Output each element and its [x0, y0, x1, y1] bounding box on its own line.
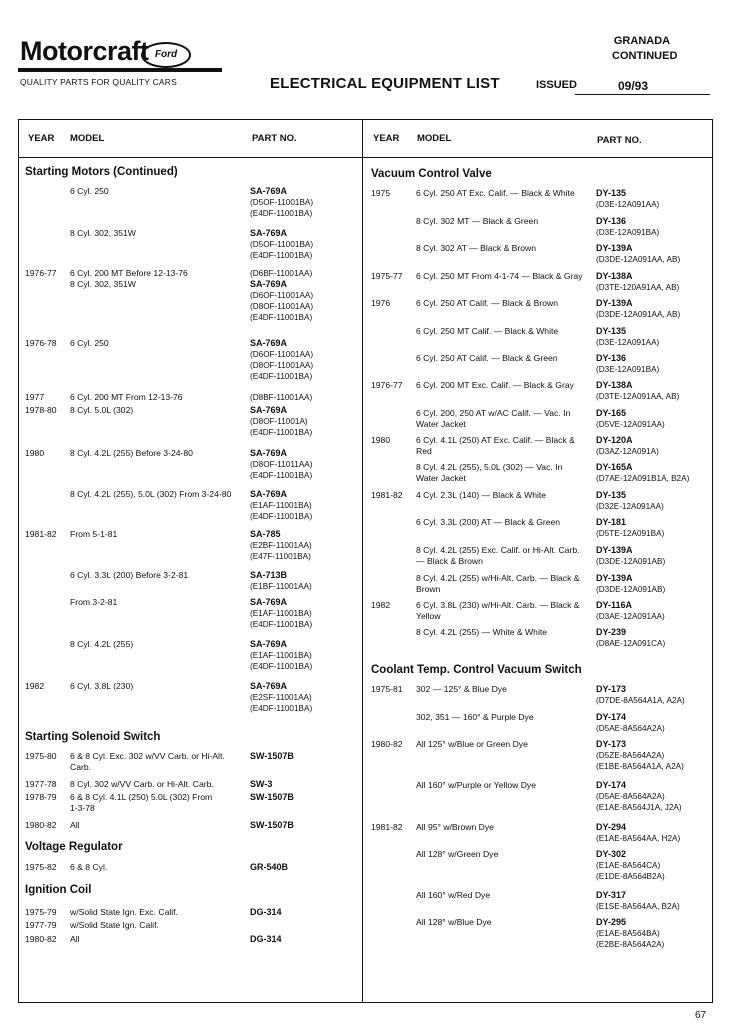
year-cell: 1981-82	[371, 822, 403, 832]
model-cell: 8 Cyl. 5.0L (302)	[70, 405, 134, 415]
casting-number: (E1AF-11001BA)	[250, 651, 312, 660]
col-part-right: PART NO.	[597, 135, 642, 146]
part-number: DG-314	[250, 907, 282, 917]
model-cell: 6 & 8 Cyl.	[70, 862, 108, 872]
part-number: DY-136	[596, 353, 627, 363]
year-cell: 1975	[371, 188, 391, 198]
model-name: GRANADA	[613, 35, 671, 47]
model-cell: 8 Cyl. 4.2L (255), 5.0L (302) — Vac. In	[416, 462, 563, 472]
casting-number: (D5OF-11001BA)	[250, 240, 314, 249]
model-heading	[612, 34, 678, 64]
part-number: SA-769A	[250, 338, 288, 348]
year-cell: 1975-77	[371, 271, 403, 281]
part-number: DY-295	[596, 917, 627, 927]
part-number: DY-135	[596, 188, 627, 198]
model-cell: All 160° w/Purple or Yellow Dye	[416, 780, 536, 790]
model-cell: 6 Cyl. 250 AT Calif. — Black & Green	[416, 353, 558, 363]
model-cell: All 128° w/Blue Dye	[416, 917, 492, 927]
casting-number: (E47F-11001BA)	[250, 552, 311, 561]
model-cell: 8 Cyl. 4.2L (255)	[70, 639, 134, 649]
model-cell: Yellow	[416, 611, 441, 621]
col-year-left: YEAR	[28, 133, 55, 144]
casting-number: (E4DF-11001BA)	[250, 313, 313, 322]
page-number: 67	[695, 1010, 707, 1021]
casting-number: (D8OF-11001AA)	[250, 302, 314, 311]
part-number: SW-3	[250, 779, 273, 789]
year-cell: 1978-79	[25, 792, 57, 802]
model-cell: 8 Cyl. 302, 351W	[70, 279, 136, 289]
casting-number: (D3E-12A091BA)	[596, 228, 660, 237]
part-number: DY-173	[596, 684, 627, 694]
year-cell: 1976-78	[25, 338, 57, 348]
casting-number: (D6OF-11001AA)	[250, 291, 314, 300]
part-number: SA-769A	[250, 228, 288, 238]
casting-number: (D3TE-12A091AA, AB)	[596, 392, 680, 401]
part-number: DY-136	[596, 216, 627, 226]
year-cell: 1975-79	[25, 907, 57, 917]
model-cell: Water Jacket	[416, 419, 466, 429]
casting-number: (E4DF-11001BA)	[250, 512, 313, 521]
year-cell: 1981-82	[371, 490, 403, 500]
casting-number: (D5AE-8A564A2A)	[596, 724, 665, 733]
model-continued: CONTINUED	[612, 50, 678, 62]
model-cell: 8 Cyl. 302, 351W	[70, 228, 136, 238]
part-number: SA-769A	[250, 186, 288, 196]
casting-number: (D5VE-12A091AA)	[596, 420, 665, 429]
year-cell: 1977	[25, 392, 45, 402]
casting-number: (D5OF-11001BA)	[250, 198, 314, 207]
casting-number: (D8BF-11001AA)	[250, 393, 313, 402]
year-cell: 1975-81	[371, 684, 403, 694]
casting-number: (E2SF-11001AA)	[250, 693, 312, 702]
casting-number: (D8OF-11001AA)	[250, 361, 314, 370]
casting-number: (D6BF-11001AA)	[250, 269, 313, 278]
part-number: DY-138A	[596, 271, 633, 281]
part-number: DG-314	[250, 934, 282, 944]
col-part-left: PART NO.	[252, 133, 297, 144]
model-cell: 6 Cyl. 200 MT From 12-13-76	[70, 392, 183, 402]
issued-underline	[575, 94, 710, 95]
model-cell: All	[70, 934, 80, 944]
year-cell: 1982	[25, 681, 45, 691]
tagline: QUALITY PARTS FOR QUALITY CARS	[20, 77, 177, 87]
model-cell: 8 Cyl. 302 AT — Black & Brown	[416, 243, 537, 253]
issued-date: 09/93	[618, 79, 649, 93]
year-cell: 1975-82	[25, 862, 57, 872]
model-cell: 6 Cyl. 4.1L (250) AT Exc. Calif. — Black &	[416, 435, 575, 445]
casting-number: (D8OF-11011AA)	[250, 460, 313, 469]
casting-number: (E1AE-8A564BA)	[596, 929, 660, 938]
column-divider	[362, 119, 363, 1003]
year-cell: 1977-78	[25, 779, 57, 789]
casting-number: (E1AE-8A564AA, H2A)	[596, 834, 681, 843]
year-cell: 1975-80	[25, 751, 57, 761]
casting-number: (E4DF-11001BA)	[250, 620, 313, 629]
part-number: DY-174	[596, 780, 627, 790]
part-number: DY-139A	[596, 573, 633, 583]
part-number: SA-713B	[250, 570, 288, 580]
part-number: SA-769A	[250, 489, 288, 499]
part-number: SA-769A	[250, 279, 288, 289]
model-cell: All 160° w/Red Dye	[416, 890, 491, 900]
part-number: DY-139A	[596, 243, 633, 253]
part-number: DY-181	[596, 517, 627, 527]
year-cell: 1981-82	[25, 529, 57, 539]
model-cell: 302, 351 — 160° & Purple Dye	[416, 712, 534, 722]
model-cell: 8 Cyl. 4.2L (255) Before 3-24-80	[70, 448, 193, 458]
casting-number: (E4DF-11001BA)	[250, 428, 313, 437]
part-number: DY-139A	[596, 298, 633, 308]
model-cell: 6 Cyl. 3.3L (200) AT — Black & Green	[416, 517, 561, 527]
part-number: DY-239	[596, 627, 627, 637]
model-cell: 6 Cyl. 250 AT Calif. — Black & Brown	[416, 298, 559, 308]
part-number: SA-769A	[250, 448, 288, 458]
casting-number: (E1AF-11001BA)	[250, 501, 312, 510]
part-number: DY-165	[596, 408, 627, 418]
part-number: SA-769A	[250, 405, 288, 415]
casting-number: (E4DF-11001BA)	[250, 251, 313, 260]
part-number: DY-294	[596, 822, 627, 832]
year-cell: 1978-80	[25, 405, 57, 415]
model-cell: w/Solid State Ign. Calif.	[70, 920, 159, 930]
casting-number: (E4DF-11001BA)	[250, 372, 313, 381]
model-cell: Brown	[416, 584, 441, 594]
model-cell: 8 Cyl. 4.2L (255) Exc. Calif. or Hi-Alt. Carb.	[416, 545, 580, 555]
part-number: DY-165A	[596, 462, 633, 472]
model-cell: 302 — 125° & Blue Dye	[416, 684, 507, 694]
casting-number: (E1BF-11001AA)	[250, 582, 312, 591]
section-title-ignition-coil: Ignition Coil	[25, 884, 92, 896]
year-cell: 1976	[371, 298, 391, 308]
ford-oval-logo: Ford	[141, 42, 191, 68]
section-title-vacuum-control-valve: Vacuum Control Valve	[371, 168, 492, 180]
part-number: GR-540B	[250, 862, 289, 872]
model-cell: 8 Cyl. 302 MT — Black & Green	[416, 216, 539, 226]
casting-number: (D3AZ-12A091A)	[596, 447, 659, 456]
casting-number: (D32E-12A091AA)	[596, 502, 664, 511]
casting-number: (D3DE-12A091AA, AB)	[596, 255, 681, 264]
col-model-right: MODEL	[417, 133, 452, 144]
model-cell: All 95° w/Brown Dye	[416, 822, 494, 832]
model-cell: 8 Cyl. 4.2L (255), 5.0L (302) From 3-24-80	[70, 489, 232, 499]
header-divider	[18, 157, 713, 158]
model-cell: 1-3-78	[70, 803, 95, 813]
model-cell: 6 Cyl. 200 MT Exc. Calif. — Black & Gray	[416, 380, 574, 390]
part-number: DY-317	[596, 890, 627, 900]
model-cell: 6 Cyl. 250 AT Exc. Calif. — Black & White	[416, 188, 575, 198]
year-cell: 1977-79	[25, 920, 57, 930]
casting-number: (E1AE-8A564CA)	[596, 861, 661, 870]
model-cell: Red	[416, 446, 432, 456]
part-number: SA-769A	[250, 639, 288, 649]
year-cell: 1980-82	[25, 934, 57, 944]
brand-underline	[18, 68, 222, 72]
part-number: SA-769A	[250, 681, 288, 691]
part-number: SW-1507B	[250, 751, 294, 761]
model-cell: 6 Cyl. 200 MT Before 12-13-76	[70, 268, 188, 278]
model-cell: 8 Cyl. 4.2L (255) w/Hi-Alt. Carb. — Black &	[416, 573, 580, 583]
part-number: SW-1507B	[250, 792, 294, 802]
model-cell: 8 Cyl. 4.2L (255) — White & White	[416, 627, 548, 637]
model-cell: Carb.	[70, 762, 92, 772]
casting-number: (D7DE-8A564A1A, A2A)	[596, 696, 685, 705]
section-title-coolant-temp-switch: Coolant Temp. Control Vacuum Switch	[371, 664, 582, 676]
model-cell: 6 Cyl. 3.3L (200) Before 3-2-81	[70, 570, 189, 580]
casting-number: (D6OF-11001AA)	[250, 350, 314, 359]
section-title-starting-solenoid: Starting Solenoid Switch	[25, 731, 161, 743]
casting-number: (D3E-12A091AA)	[596, 200, 660, 209]
model-cell: From 5-1-81	[70, 529, 118, 539]
section-title-voltage-regulator: Voltage Regulator	[25, 841, 123, 853]
model-cell: 6 Cyl. 3.8L (230) w/Hi-Alt. Carb. — Black &	[416, 600, 580, 610]
col-year-right: YEAR	[373, 133, 400, 144]
model-cell: 6 Cyl. 250 MT From 4-1-74 — Black & Gray	[416, 271, 583, 281]
model-cell: All 125° w/Blue or Green Dye	[416, 739, 528, 749]
casting-number: (D3E-12A091BA)	[596, 365, 660, 374]
part-number: DY-120A	[596, 435, 633, 445]
part-number: DY-135	[596, 326, 627, 336]
model-cell: From 3-2-81	[70, 597, 118, 607]
model-cell: 6 & 8 Cyl. Exc. 302 w/VV Carb. or Hi-Alt.	[70, 751, 225, 761]
col-model-left: MODEL	[70, 133, 105, 144]
casting-number: (E4DF-11001BA)	[250, 471, 313, 480]
model-cell: 6 Cyl. 200, 250 AT w/AC Calif. — Vac. In	[416, 408, 571, 418]
part-number: DY-138A	[596, 380, 633, 390]
issued-label: ISSUED	[536, 79, 577, 91]
year-cell: 1976-77	[25, 268, 57, 278]
casting-number: (E2BE-8A564A2A)	[596, 940, 665, 949]
part-number: SW-1507B	[250, 820, 294, 830]
part-number: DY-302	[596, 849, 627, 859]
casting-number: (D5TE-12A091BA)	[596, 529, 665, 538]
year-cell: 1980-82	[371, 739, 403, 749]
casting-number: (D8AE-12A091CA)	[596, 639, 666, 648]
casting-number: (D3DE-12A091AA, AB)	[596, 310, 681, 319]
casting-number: (D3TE-120A91AA, AB)	[596, 283, 680, 292]
model-cell: 6 Cyl. 250 MT Calif. — Black & White	[416, 326, 559, 336]
casting-number: (D3DE-12A091AB)	[596, 585, 666, 594]
model-cell: 6 Cyl. 3.8L (230)	[70, 681, 134, 691]
casting-number: (D8OF-11001A)	[250, 417, 308, 426]
part-number: DY-174	[596, 712, 627, 722]
casting-number: (D5ZE-8A564A2A)	[596, 751, 665, 760]
year-cell: 1980	[371, 435, 391, 445]
casting-number: (E1AE-8A564J1A, J2A)	[596, 803, 682, 812]
year-cell: 1980-82	[25, 820, 57, 830]
model-cell: — Black & Brown	[416, 556, 483, 566]
part-number: DY-173	[596, 739, 627, 749]
casting-number: (E4DF-11001BA)	[250, 209, 313, 218]
part-number: DY-139A	[596, 545, 633, 555]
year-cell: 1982	[371, 600, 391, 610]
year-cell: 1980	[25, 448, 45, 458]
part-number: SA-785	[250, 529, 281, 539]
model-cell: 6 & 8 Cyl. 4.1L (250) 5.0L (302) From	[70, 792, 213, 802]
casting-number: (E1BE-8A564A1A, A2A)	[596, 762, 684, 771]
part-number: SA-769A	[250, 597, 288, 607]
brand-logo-text: Motorcraft	[20, 36, 149, 66]
casting-number: (E4DF-11001BA)	[250, 704, 313, 713]
part-number: DY-116A	[596, 600, 633, 610]
model-cell: All	[70, 820, 80, 830]
casting-number: (D3E-12A091AA)	[596, 338, 660, 347]
casting-number: (E4DF-11001BA)	[250, 662, 313, 671]
casting-number: (D5AE-8A564A2A)	[596, 792, 665, 801]
model-cell: 6 Cyl. 250	[70, 338, 109, 348]
model-cell: w/Solid State Ign. Exc. Calif.	[70, 907, 178, 917]
model-cell: 8 Cyl. 302 w/VV Carb. or Hi-Alt. Carb.	[70, 779, 214, 789]
casting-number: (D7AE-12A091B1A, B2A)	[596, 474, 690, 483]
casting-number: (E2BF-11001AA)	[250, 541, 312, 550]
model-cell: Water Jacket	[416, 473, 466, 483]
casting-number: (E1SE-8A564AA, B2A)	[596, 902, 680, 911]
casting-number: (D3DE-12A091AB)	[596, 557, 666, 566]
part-number: DY-135	[596, 490, 627, 500]
casting-number: (D3AE-12A091AA)	[596, 612, 665, 621]
model-cell: All 128° w/Green Dye	[416, 849, 499, 859]
casting-number: (E1DE-8A564B2A)	[596, 872, 665, 881]
year-cell: 1976-77	[371, 380, 403, 390]
section-title-starting-motors: Starting Motors (Continued)	[25, 166, 178, 178]
casting-number: (E1AF-11001BA)	[250, 609, 312, 618]
model-cell: 6 Cyl. 250	[70, 186, 109, 196]
page-title: ELECTRICAL EQUIPMENT LIST	[270, 75, 500, 92]
model-cell: 4 Cyl. 2.3L (140) — Black & White	[416, 490, 547, 500]
